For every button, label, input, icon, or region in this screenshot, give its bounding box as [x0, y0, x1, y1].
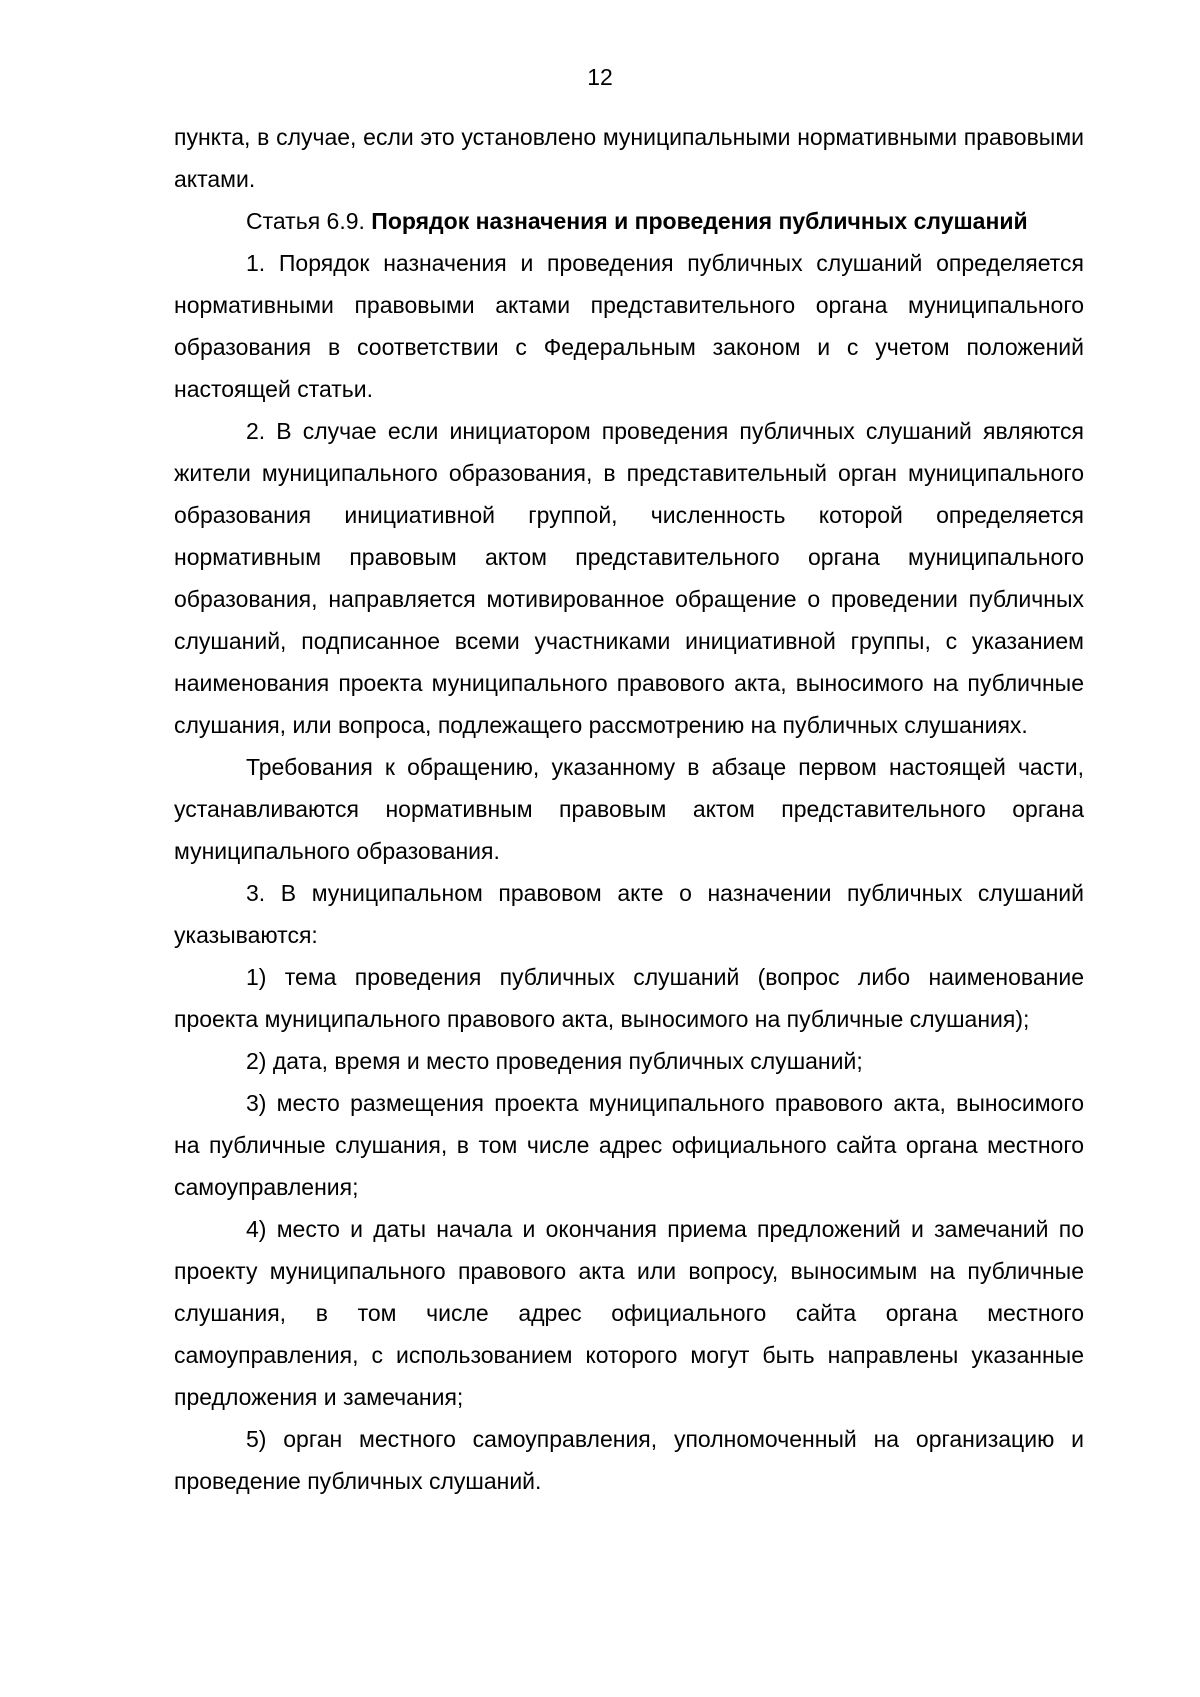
list-item-2: 2) дата, время и место проведения публичных слушаний; [246, 1048, 863, 1074]
article-number: Статья 6.9. [246, 208, 365, 234]
paragraph-requirements: Требования к обращению, указанному в абзаце первом настоящей части, устанавливаются нормативным правовым актом представительного органа муниципального образования. [174, 754, 1084, 864]
list-item-1: 1) тема проведения публичных слушаний (вопрос либо наименование проекта муниципального правового акта, выносимого на публичные слушания); [174, 964, 1084, 1032]
paragraph-part-1: 1. Порядок назначения и проведения публичных слушаний определяется нормативными правовыми актами представительного органа муниципального образования в соответствии с Федеральным законом и с учетом положений настоящей статьи. [174, 250, 1084, 402]
list-item-3: 3) место размещения проекта муниципального правового акта, выносимого на публичные слушания, в том числе адрес официального сайта органа местного самоуправления; [174, 1090, 1084, 1200]
article-heading [174, 200, 1084, 242]
document-body [174, 116, 1084, 1502]
paragraph-continuation: пункта, в случае, если это установлено муниципальными нормативными правовыми актами. [174, 124, 1084, 192]
page-number: 12 [587, 64, 613, 90]
article-title: Порядок назначения и проведения публичных слушаний [371, 208, 1028, 234]
list-item-4: 4) место и даты начала и окончания приема предложений и замечаний по проекту муниципального правового акта или вопросу, выносимым на публичные слушания, в том числе адрес официального сайта органа местного самоуправления, с использованием которого могут быть направлены указанные предложения и замечания; [174, 1216, 1084, 1410]
paragraph-part-2: 2. В случае если инициатором проведения публичных слушаний являются жители муниципального образования, в представительный орган муниципального образования инициативной группой, численность которой определяется нормативным правовым актом представительного органа муниципального образования, направляется мотивированное обращение о проведении публичных слушаний, подписанное всеми участниками инициативной группы, с указанием наименования проекта муниципального правового акта, выносимого на публичные слушания, или вопроса, подлежащего рассмотрению на публичных слушаниях. [174, 418, 1084, 738]
paragraph-part-3: 3. В муниципальном правовом акте о назначении публичных слушаний указываются: [174, 880, 1084, 948]
list-item-5: 5) орган местного самоуправления, уполномоченный на организацию и проведение публичных слушаний. [174, 1426, 1084, 1494]
